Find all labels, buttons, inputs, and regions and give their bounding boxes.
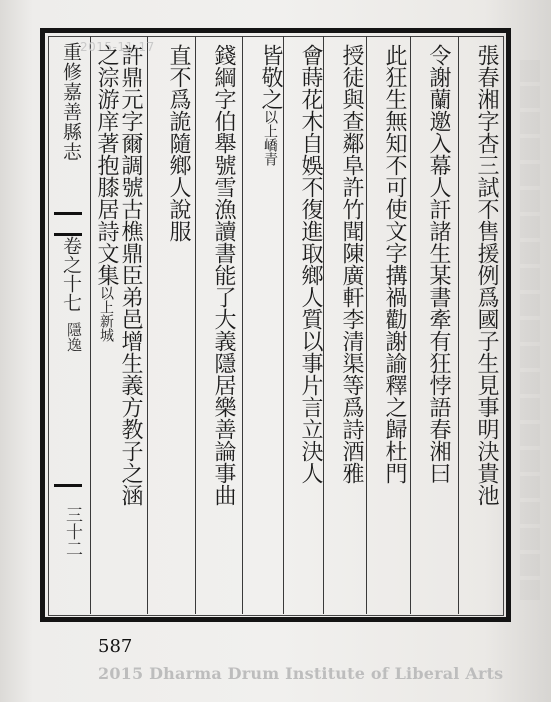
page-number: 587 xyxy=(98,636,133,657)
column-text: 皆敬之 xyxy=(258,44,283,110)
text-column-1: 張春湘字杏三試不售援例爲國子生見事明決貴池 xyxy=(474,44,499,506)
column-rule xyxy=(410,36,411,614)
column-rule xyxy=(323,36,324,614)
column-rule xyxy=(195,36,196,614)
column-text: 之淙游庠著抱膝居詩文集 xyxy=(94,44,119,286)
text-column-7: 錢綱字伯舉號雪漁讀書能了大義隱居樂善論事曲 xyxy=(211,44,236,506)
text-column-5: 會蒔花木自娛不復進取鄉人質以事片言立決人 xyxy=(298,44,323,484)
column-rule xyxy=(147,36,148,614)
volume-label: 卷之十七 xyxy=(60,236,82,312)
book-spine-column xyxy=(52,36,84,614)
leaf-number: 三十二 xyxy=(62,506,82,557)
book-title: 重修嘉善縣志 xyxy=(60,42,82,162)
date-stamp: 2015-11-17 xyxy=(80,40,155,54)
column-rule xyxy=(283,36,284,614)
fish-tail-mark xyxy=(54,484,82,503)
column-rule xyxy=(458,36,459,614)
text-column-8: 直不爲詭隨鄉人說服 xyxy=(166,44,191,242)
fish-tail-mark xyxy=(54,212,82,236)
watermark-text: 2015 Dharma Drum Institute of Liberal Arts xyxy=(98,664,504,683)
column-rule xyxy=(242,36,243,614)
text-column-2: 令謝蘭邀入幕人訐諸生某書牽有狂悖語春湘曰 xyxy=(426,44,451,484)
text-column-4: 授徒與查鄰阜許竹聞陳廣軒李清渠等爲詩酒雅 xyxy=(339,44,364,484)
text-column-3: 此狂生無知不可使文字搆禍勸謝諭釋之歸杜門 xyxy=(382,44,407,484)
source-note: 以上新城 xyxy=(98,286,114,342)
bleed-through-shadow xyxy=(520,60,540,600)
text-column-9: 許鼎元字爾調號古樵鼎臣弟邑增生義方教子之涵 xyxy=(118,44,143,506)
text-column-6 xyxy=(252,44,282,166)
column-rule xyxy=(366,36,367,614)
column-rule xyxy=(90,36,91,614)
text-column-10 xyxy=(92,44,118,342)
section-label: 隱逸 xyxy=(65,322,83,352)
source-note: 以上嶠青 xyxy=(262,110,278,166)
